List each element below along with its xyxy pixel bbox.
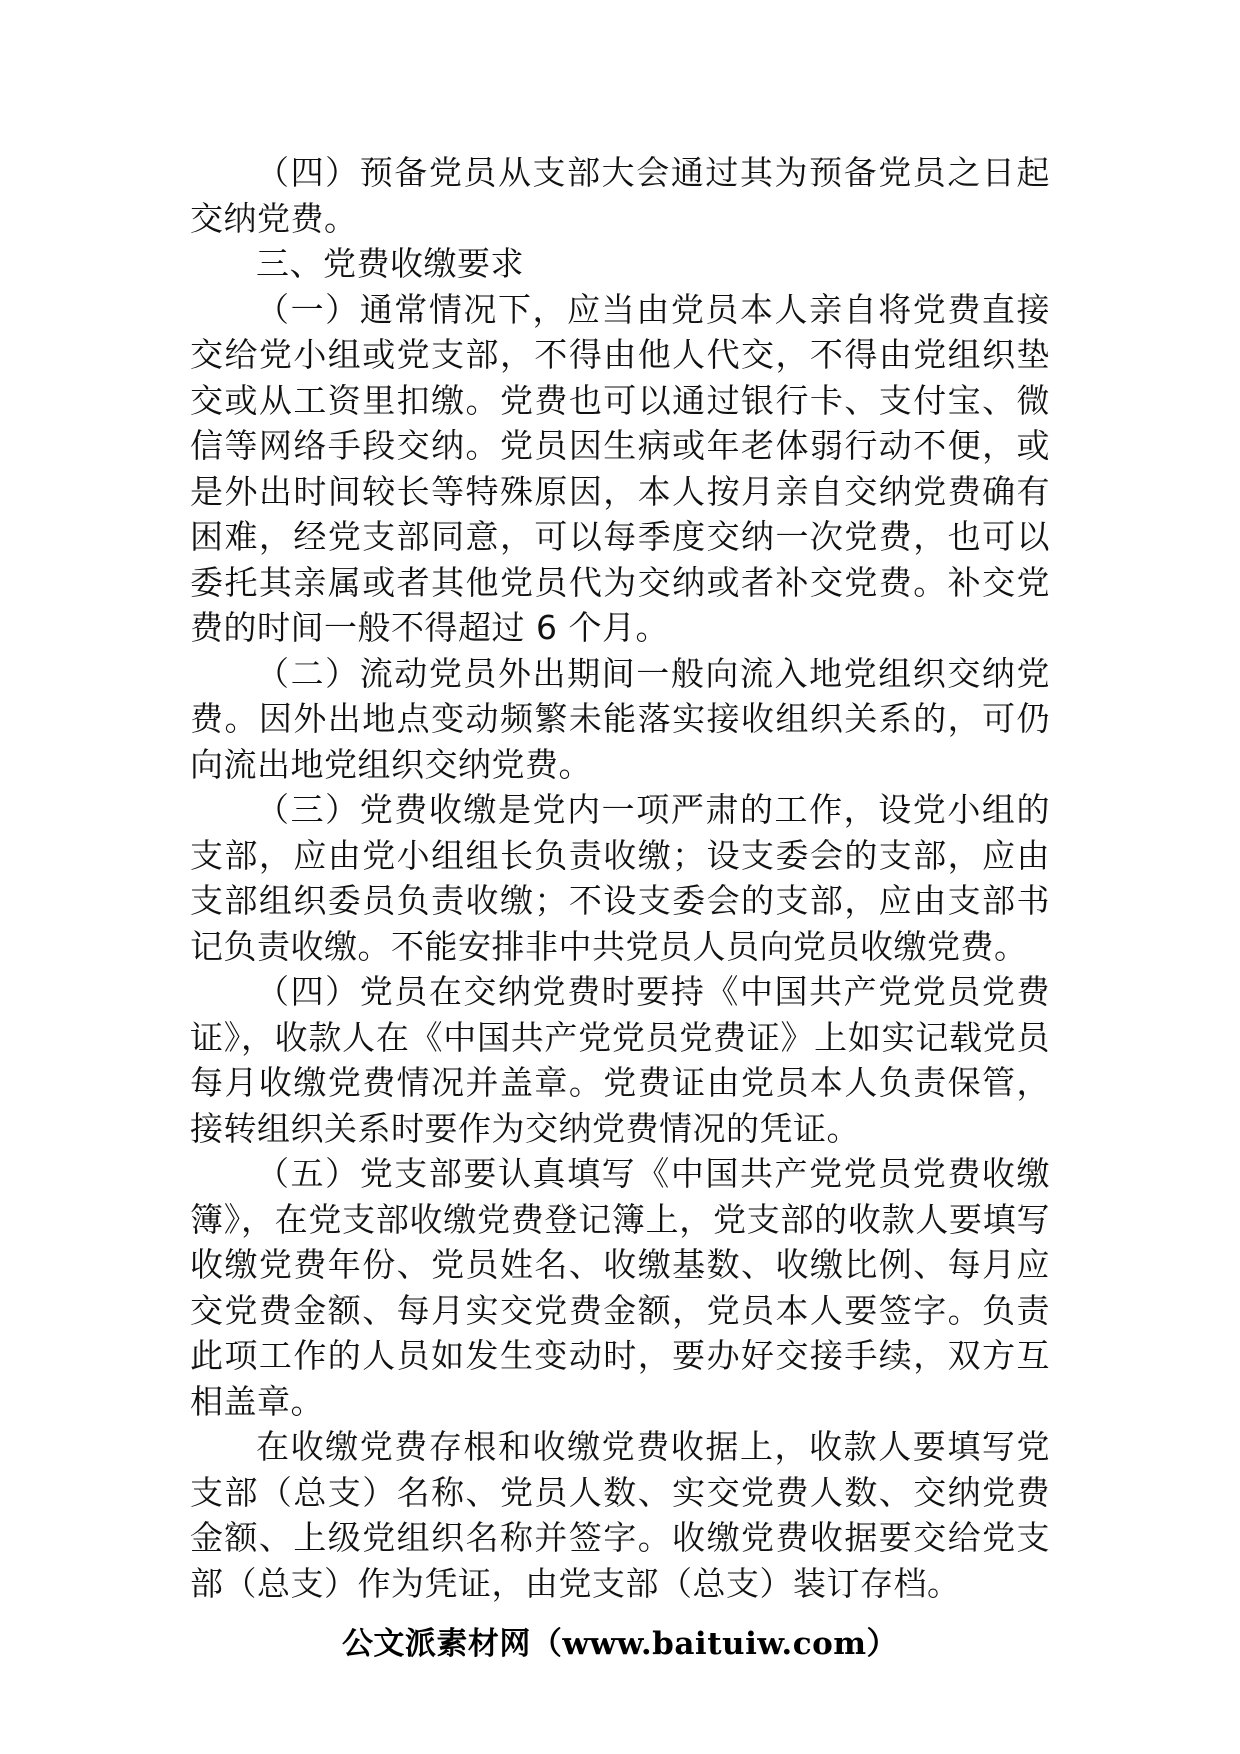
- paragraph-receipt: 在收缴党费存根和收缴党费收据上，收款人要填写党支部（总支）名称、党员人数、实交党费人数、交纳党费金额、上级党组织名称并签字。收缴党费收据要交给党支部（总支）作为凭证，由党支部（总支）装订存档。: [190, 1427, 1050, 1603]
- paragraph-requirement-1: （一）通常情况下，应当由党员本人亲自将党费直接交给党小组或党支部，不得由他人代交，不得由党组织垫交或从工资里扣缴。党费也可以通过银行卡、支付宝、微信等网络手段交纳。党员因生病或年老体弱行动不便，或是外出时间较长等特殊原因，本人按月亲自交纳党费确有困难，经党支部同意，可以每季度交纳一次党费，也可以委托其亲属或者其他党员代为交纳或者补交党费。补交党费的时间一般不得超过 6 个月。: [190, 289, 1050, 647]
- paragraph-requirement-4: （四）党员在交纳党费时要持《中国共产党党员党费证》，收款人在《中国共产党党员党费证》上如实记载党员每月收缴党费情况并盖章。党费证由党员本人负责保管，接转组织关系时要作为交纳党费情况的凭证。: [190, 972, 1050, 1148]
- paragraph-requirement-5: （五）党支部要认真填写《中国共产党党员党费收缴簿》，在党支部收缴党费登记簿上，党支部的收款人要填写收缴党费年份、党员姓名、收缴基数、收缴比例、每月应交党费金额、每月实交党费金额，党员本人要签字。负责此项工作的人员如发生变动时，要办好交接手续，双方互相盖章。: [190, 1154, 1050, 1421]
- footer-watermark: 公文派素材网（www.baituiw.com）: [341, 1626, 899, 1662]
- paragraph-probationary-member: （四）预备党员从支部大会通过其为预备党员之日起交纳党费。: [190, 153, 1050, 238]
- document-body: [190, 150, 1050, 1606]
- section-heading: 三、党费收缴要求: [256, 244, 524, 283]
- paragraph-requirement-3: （三）党费收缴是党内一项严肃的工作，设党小组的支部，应由党小组组长负责收缴；设支委会的支部，应由支部组织委员负责收缴；不设支委会的支部，应由支部书记负责收缴。不能安排非中共党员人员向党员收缴党费。: [190, 790, 1050, 966]
- paragraph-requirement-2: （二）流动党员外出期间一般向流入地党组织交纳党费。因外出地点变动频繁未能落实接收组织关系的，可仍向流出地党组织交纳党费。: [190, 653, 1050, 784]
